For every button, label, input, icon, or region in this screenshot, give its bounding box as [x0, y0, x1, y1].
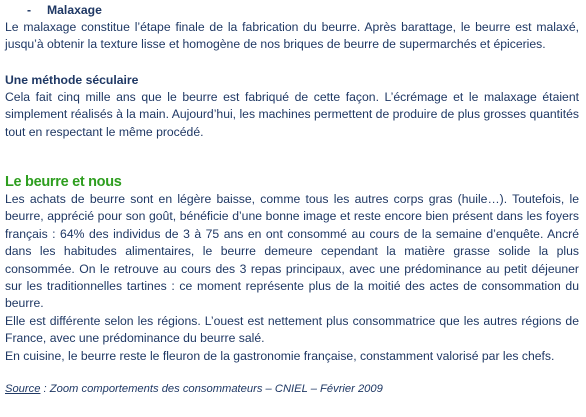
document-page [5, 2, 579, 397]
methode-paragraph: Cela fait cinq mille ans que le beurre est fabriqué de cette façon. L’écrémage et le malaxage étaient simplement réalisés à la main. Aujourd’hui, les machines permettent de produire de plus grosses quantités tout en respectant le même procédé. [5, 89, 579, 139]
malaxage-title: Malaxage [47, 3, 102, 17]
source-label: Source [5, 383, 41, 396]
bullet-dash: - [27, 3, 32, 17]
section-title: Le beurre et nous [5, 174, 122, 191]
section-paragraph-1: Les achats de beurre sont en légère baisse, comme tous les autres corps gras (huile…). Toutefois, le beurre, apprécié pour son goût, bénéficie d’une bonne image et reste encore bien présent dans les foyers français : 64% des individus de 3 à 75 ans en ont consommé au cours de la semaine d’enquête. Ancré dans les habitudes alimentaires, le beurre demeure cependant la matière grasse solide la plus consommée. On le retrouve au cours des 3 repas principaux, avec une prédominance au petit déjeuner sur les traditionnelles tartines : ce moment représente plus de la moitié des actes de consommation du beurre. [5, 192, 579, 311]
methode-heading: Une méthode séculaire [5, 72, 139, 87]
section-paragraph-2: Elle est différente selon les régions. L’ouest est nettement plus consommatrice que les autres régions de France, avec une prédominance du beurre salé. [5, 313, 579, 346]
source-text: : Zoom comportements des consommateurs – CNIEL – Février 2009 [40, 383, 383, 396]
section-paragraph-3: En cuisine, le beurre reste le fleuron de la gastronomie française, constamment valorisé par les chefs. [5, 348, 555, 363]
malaxage-paragraph: Le malaxage constitue l’étape finale de la fabrication du beurre. Après barattage, le beurre est malaxé, jusqu’à obtenir la texture lisse et homogène de nos briques de beurre de supermarchés et épiceries. [5, 20, 579, 52]
malaxage-heading [27, 2, 579, 19]
source-citation [5, 382, 579, 397]
